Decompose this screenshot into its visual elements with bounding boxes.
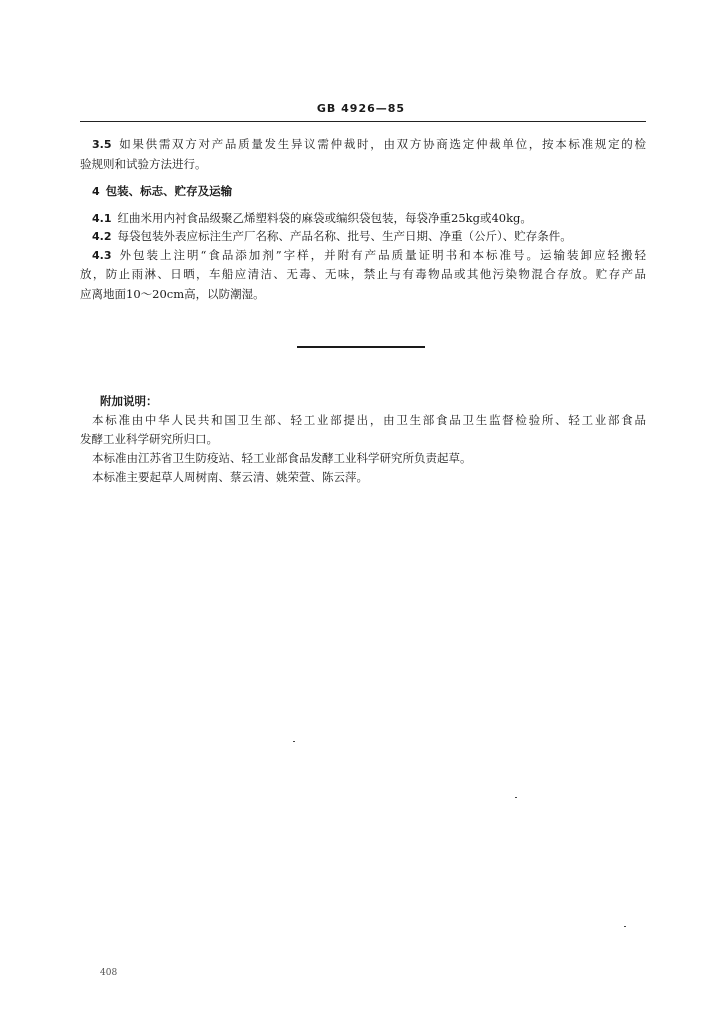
section-number: 4 — [92, 185, 100, 198]
scan-speck — [624, 926, 626, 927]
additional-notes-line-1: 本标准由中华人民共和国卫生部、轻工业部提出，由卫生部食品卫生监督检验所、轻工业部食品 — [92, 413, 646, 427]
additional-notes-title: 附加说明： — [100, 394, 158, 408]
additional-notes-line-3: 本标准由江苏省卫生防疫站、轻工业部食品发酵工业科学研究所负责起草。 — [92, 451, 472, 465]
section-number: 4.1 — [92, 212, 112, 225]
additional-notes-line-4: 本标准主要起草人周树南、蔡云清、姚荣萱、陈云萍。 — [92, 470, 368, 484]
scan-speck — [293, 741, 295, 742]
section-number: 3.5 — [92, 138, 112, 151]
section-4-3-line-3: 应离地面10～20cm高，以防潮湿。 — [80, 287, 265, 301]
section-3-5-line-2: 验规则和试验方法进行。 — [80, 157, 207, 171]
section-4-3-line-1 — [92, 247, 646, 264]
section-text: 如果供需双方对产品质量发生异议需仲裁时，由双方协商选定仲裁单位，按本标准规定的检 — [117, 137, 646, 151]
section-title: 包装、标志、贮存及运输 — [105, 184, 233, 198]
section-text: 红曲米用内衬食品级聚乙烯塑料袋的麻袋或编织袋包装，每袋净重25kg或40kg。 — [117, 211, 532, 225]
section-text: 外包装上注明“食品添加剂”字样，并附有产品质量证明书和本标准号。运输装卸应轻搬轻 — [117, 248, 646, 262]
header-rule — [80, 121, 646, 122]
section-4-heading — [92, 183, 646, 200]
section-3-5-line-1 — [92, 136, 646, 153]
standard-code-header: GB 4926—85 — [316, 102, 406, 115]
additional-notes-line-2: 发酵工业科学研究所归口。 — [80, 432, 218, 446]
section-number: 4.2 — [92, 230, 112, 243]
section-4-1 — [92, 210, 646, 227]
section-4-3-line-2: 放，防止雨淋、日晒，车船应清洁、无毒、无味，禁止与有毒物品或其他污染物混合存放。贮存产品 — [80, 267, 646, 281]
section-number: 4.3 — [92, 249, 112, 262]
section-4-2 — [92, 228, 646, 245]
scan-speck — [515, 797, 517, 798]
page-number: 408 — [100, 968, 118, 978]
section-divider — [297, 346, 425, 348]
section-text: 每袋包装外表应标注生产厂名称、产品名称、批号、生产日期、净重（公斤）、贮存条件。 — [117, 229, 572, 243]
